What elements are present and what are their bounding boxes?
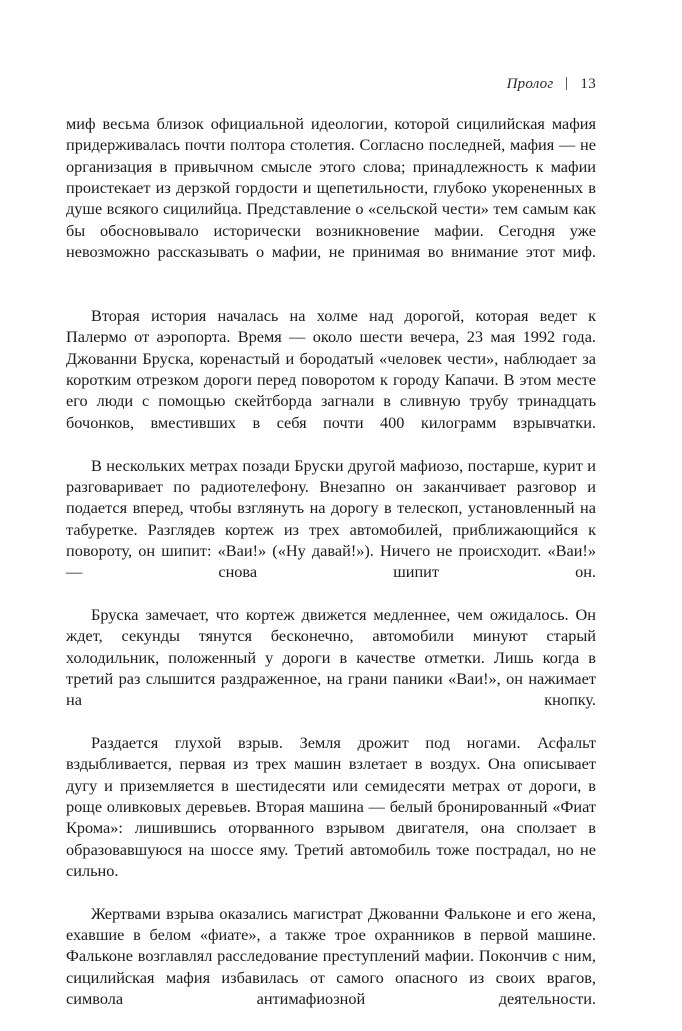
- paragraph: Жертвами взрыва оказались магистрат Джованни Фальконе и его жена, ехавшие в белом «фиате», а также трое охранников в первой машине. Фальконе возглавлял расследование преступлений мафии. Покончив с ним, сицилийская мафия избавилась от самого опасного из своих врагов, символа антимафиозной деятельности.: [66, 903, 596, 1009]
- running-head-chapter-name: Пролог: [506, 76, 554, 92]
- body-text-block: [66, 113, 596, 1031]
- paragraph: миф весьма близок официальной идеологии, которой сицилийская мафия придерживалась почти полтора столетия. Согласно последней, мафия — не организация в привычном смысле этого слова; принадлежность к мафии проистекает из дерзкой гордости и щепетильности, глубоко укорененных в душе всякого сицилийца. Представление о «сельской чести» тем самым как бы обосновывало исторически возникновение мафии. Сегодня уже невозможно рассказывать о мафии, не принимая во внимание этот миф.: [66, 114, 596, 262]
- paragraph: Вторая история началась на холме над дорогой, которая ведет к Палермо от аэропорта. Время — около шести вечера, 23 мая 1992 года. Джованни Бруска, коренастый и бородатый «человек чести», наблюдает за коротким отрезком дороги перед поворотом к городу Капачи. В этом месте его люди с помощью скейтборда загнали в сливную трубу тринадцать бочонков, вместивших в себя почти 400 килограмм взрывчатки.: [66, 306, 596, 432]
- running-head-separator-rule: [566, 77, 567, 90]
- running-head: [66, 73, 596, 95]
- paragraph: Раздается глухой взрыв. Земля дрожит под ногами. Асфальт вздыбливается, первая из трех машин взлетает в воздух. Она описывает дугу и приземляется в шестидесяти или семидесяти метрах от дороги, в роще оливковых деревьев. Вторая машина — белый бронированный «Фиат Крома»: лишившись оторванного взрывом двигателя, она сползает в образовавшуюся на шоссе яму. Третий автомобиль тоже пострадал, но не сильно.: [66, 732, 596, 881]
- page-number: 13: [580, 76, 596, 92]
- paragraph: В нескольких метрах позади Бруски другой мафиозо, постарше, курит и разговаривает по радиотелефону. Внезапно он заканчивает разговор и подается вперед, чтобы взглянуть на дорогу в телескоп, установленный на табуретке. Разглядев кортеж из трех автомобилей, приближающийся к повороту, он шипит: «Ваи!» («Ну давай!»). Ничего не происходит. «Ваи!» — снова шипит он.: [66, 455, 596, 582]
- paragraph: Бруска замечает, что кортеж движется медленнее, чем ожидалось. Он ждет, секунды тянутся бесконечно, автомобили минуют старый холодильник, положенный у дороги в качестве отметки. Лишь когда в третий раз слышится раздраженное, на грани паники «Ваи!», он нажимает на кнопку.: [66, 604, 596, 710]
